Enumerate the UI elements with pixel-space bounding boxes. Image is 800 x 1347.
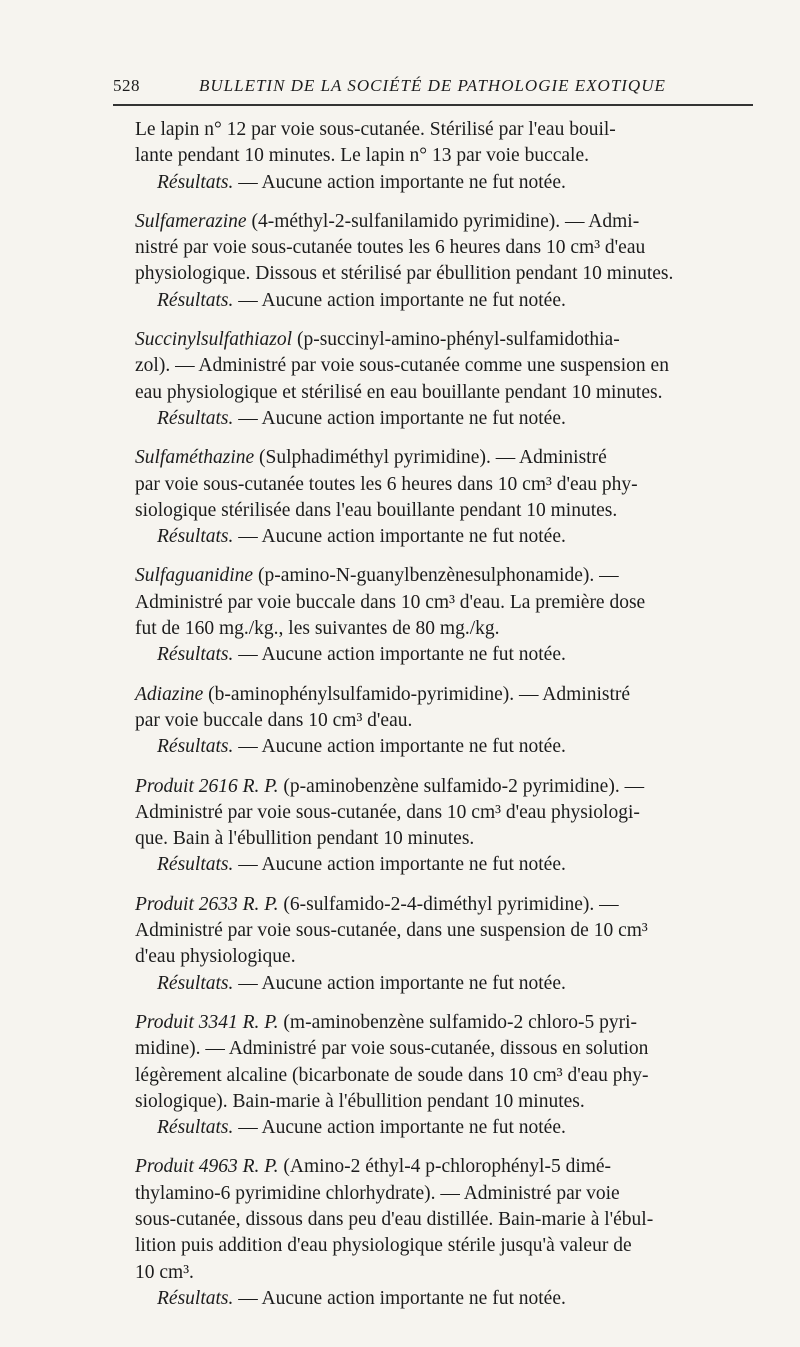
results-line [135,170,753,196]
text-line: zol). — Administré par voie sous-cutanée comme une suspension en [135,355,669,377]
text-line: siologique). Bain-marie à l'ébullition pendant 10 minutes. [135,1090,585,1112]
compound-description: (Sulphadiméthyl pyrimidine). — Administré [254,447,607,469]
compound-name: Produit 4963 R. P. [135,1156,279,1178]
results-label: Résultats. [157,289,234,311]
results-line [135,852,753,878]
paragraph-sulfaguanidine [113,563,753,668]
paragraph-produit-2616 [113,774,753,879]
compound-description: (p-amino-N-guanylbenzènesulphonamide). — [253,565,619,587]
body-text [113,117,753,1325]
results-line [135,1115,753,1141]
text-line [113,892,753,918]
paragraph-produit-2633 [113,892,753,997]
text-line: Administré par voie sous-cutanée, dans une suspension de 10 cm³ [135,920,648,942]
text-line [113,563,753,589]
results-text: — Aucune action importante ne fut notée. [233,407,566,429]
text-line: par voie sous-cutanée toutes les 6 heures dans 10 cm³ d'eau phy- [135,473,638,495]
results-text: — Aucune action importante ne fut notée. [233,1287,566,1309]
text-line [113,1154,753,1180]
compound-name: Sulfamerazine [135,210,247,232]
page-number: 528 [113,76,140,95]
text-line: lante pendant 10 minutes. Le lapin n° 13 par voie buccale. [135,145,589,167]
text-line: légèrement alcaline (bicarbonate de soude dans 10 cm³ d'eau phy- [135,1064,649,1086]
results-text: — Aucune action importante ne fut notée. [233,736,566,758]
text-line [113,682,753,708]
text-line [113,209,753,235]
text-line: nistré par voie sous-cutanée toutes les 6 heures dans 10 cm³ d'eau [135,237,646,259]
text-line: midine). — Administré par voie sous-cutanée, dissous en solution [135,1038,649,1060]
results-line [135,971,753,997]
results-text: — Aucune action importante ne fut notée. [233,171,566,193]
results-label: Résultats. [157,854,234,876]
text-line: sous-cutanée, dissous dans peu d'eau distillée. Bain-marie à l'ébul- [135,1208,654,1230]
running-title: BULLETIN DE LA SOCIÉTÉ DE PATHOLOGIE EXOTIQUE [199,76,666,95]
text-line [113,1010,753,1036]
text-line: eau physiologique et stérilisé en eau bouillante pendant 10 minutes. [135,381,663,403]
header-rule [113,104,753,106]
paragraph-sulfamethazine [113,445,753,550]
compound-name: Adiazine [135,683,204,705]
results-text: — Aucune action importante ne fut notée. [233,854,566,876]
text-line: que. Bain à l'ébullition pendant 10 minutes. [135,828,475,850]
results-text: — Aucune action importante ne fut notée. [233,289,566,311]
results-line [135,524,753,550]
text-line: Administré par voie buccale dans 10 cm³ d'eau. La première dose [135,591,646,613]
results-line [135,288,753,314]
compound-name: Succinylsulfathiazol [135,329,293,351]
results-label: Résultats. [157,644,234,666]
text-line: fut de 160 mg./kg., les suivantes de 80 mg./kg. [135,618,500,640]
paragraph-adiazine [113,682,753,761]
compound-description: (4-méthyl-2-sulfanilamido pyrimidine). — Admi- [246,210,640,232]
compound-name: Sulfaguanidine [135,565,254,587]
paragraph-produit-3341 [113,1010,753,1141]
paragraph-lapin [113,117,753,196]
results-line [135,1286,753,1312]
compound-description: (6-sulfamido-2-4-diméthyl pyrimidine). — [278,893,619,915]
results-line [135,734,753,760]
compound-description: (Amino-2 éthyl-4 p-chlorophényl-5 dimé- [278,1156,612,1178]
results-label: Résultats. [157,972,234,994]
text-line: d'eau physiologique. [135,946,296,968]
page-header [113,76,753,102]
results-line [135,642,753,668]
compound-description: (m-aminobenzène sulfamido-2 chloro-5 pyri- [278,1011,638,1033]
compound-name: Produit 2616 R. P. [135,775,279,797]
text-line: siologique stérilisée dans l'eau bouillante pendant 10 minutes. [135,499,618,521]
compound-name: Produit 3341 R. P. [135,1011,279,1033]
results-text: — Aucune action importante ne fut notée. [233,972,566,994]
results-label: Résultats. [157,526,234,548]
results-label: Résultats. [157,171,234,193]
text-line: Le lapin n° 12 par voie sous-cutanée. Stérilisé par l'eau bouil- [135,119,616,140]
compound-name: Produit 2633 R. P. [135,893,279,915]
text-line [113,327,753,353]
text-line: par voie buccale dans 10 cm³ d'eau. [135,709,413,731]
paragraph-succinylsulfathiazol [113,327,753,432]
results-label: Résultats. [157,1117,234,1139]
results-text: — Aucune action importante ne fut notée. [233,644,566,666]
paragraph-sulfamerazine [113,209,753,314]
text-line [113,445,753,471]
compound-description: (b-aminophénylsulfamido-pyrimidine). — Administré [203,683,631,705]
results-text: — Aucune action importante ne fut notée. [233,1117,566,1139]
compound-description: (p-aminobenzène sulfamido-2 pyrimidine). — [278,775,645,797]
text-line: lition puis addition d'eau physiologique stérile jusqu'à valeur de [135,1235,632,1257]
text-line: physiologique. Dissous et stérilisé par ébullition pendant 10 minutes. [135,263,674,285]
results-text: — Aucune action importante ne fut notée. [233,526,566,548]
results-label: Résultats. [157,407,234,429]
text-line: 10 cm³. [135,1261,194,1283]
text-line: Administré par voie sous-cutanée, dans 10 cm³ d'eau physiologi- [135,801,640,823]
compound-description: (p-succinyl-amino-phényl-sulfamidothia- [292,329,620,351]
compound-name: Sulfaméthazine [135,447,255,469]
results-label: Résultats. [157,736,234,758]
results-line [135,406,753,432]
text-line [113,774,753,800]
paragraph-produit-4963 [113,1154,753,1312]
results-label: Résultats. [157,1287,234,1309]
text-line: thylamino-6 pyrimidine chlorhydrate). — Administré par voie [135,1182,620,1204]
